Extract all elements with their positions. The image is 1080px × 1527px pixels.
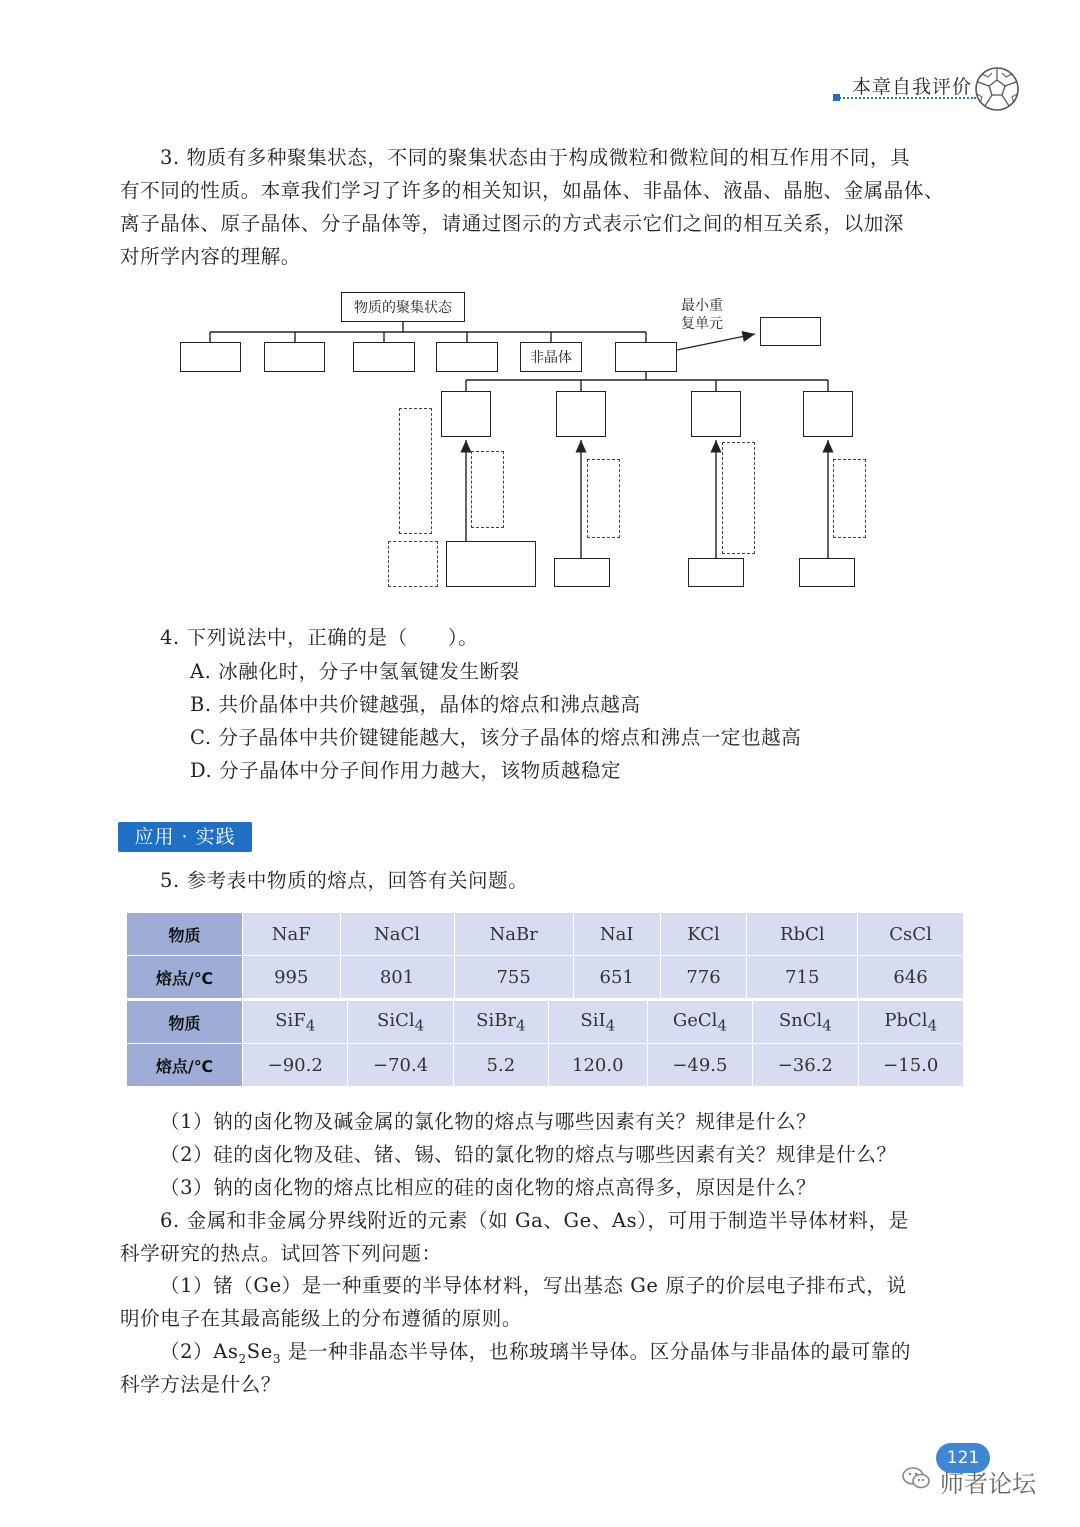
q5-subquestion-1: （1）钠的卤化物及碱金属的氯化物的熔点与哪些因素有关？规律是什么？ (160, 1110, 817, 1133)
section-banner: 应用 · 实践 (118, 822, 252, 852)
table1-mp: 801 (340, 956, 454, 999)
q3-line-2: 有不同的性质。本章我们学习了许多的相关知识，如晶体、非晶体、液晶、晶胞、金属晶体、 (120, 179, 945, 202)
state-blank-box-3 (353, 342, 415, 372)
q6-sub2-line-2: 科学方法是什么？ (120, 1373, 281, 1396)
q6-sub2-prefix: （2）As (160, 1340, 239, 1363)
table2-substance (753, 1001, 858, 1044)
dashed-box-4 (587, 459, 620, 538)
formula-base: GeCl (672, 1009, 718, 1031)
dashed-box-3 (471, 451, 504, 528)
annotation-line-1: 最小重 (681, 298, 723, 314)
table2-substance (858, 1001, 963, 1044)
crystal-type-box-2 (556, 391, 606, 437)
formula-base: SiI (580, 1009, 606, 1031)
table1-mp: 755 (454, 956, 573, 999)
table1-mp: 651 (573, 956, 660, 999)
table2-substance (243, 1001, 348, 1044)
table2-mp: −70.4 (348, 1044, 453, 1087)
table1-substance-header: 物质 (127, 913, 243, 956)
table1-substance: NaBr (454, 913, 573, 956)
watermark-text: 师者论坛 (940, 1470, 1036, 1498)
table2-mp: 5.2 (453, 1044, 548, 1087)
q3-line-3: 离子晶体、原子晶体、分子晶体等，请通过图示的方式表示它们之间的相互关系，以加深 (120, 212, 904, 235)
formula-base: SiBr (476, 1009, 517, 1031)
formula-subscript: 4 (516, 1016, 526, 1035)
formula-base: PbCl (884, 1009, 928, 1031)
table2-mp: −36.2 (753, 1044, 858, 1087)
table1-mp-row (127, 956, 964, 999)
q6-sub1-line-1: （1）锗（Ge）是一种重要的半导体材料，写出基态 Ge 原子的价层电子排布式，说 (160, 1274, 907, 1297)
dashed-box-6 (833, 459, 866, 538)
formula-base: SiF (275, 1009, 306, 1031)
table2-mp-header: 熔点/℃ (127, 1044, 243, 1087)
table2-substance (453, 1001, 548, 1044)
table2-substance (548, 1001, 647, 1044)
q5-subquestion-2: （2）硅的卤化物及硅、锗、锡、铅的氯化物的熔点与哪些因素有关？规律是什么？ (160, 1143, 897, 1166)
crystal-type-box-4 (803, 391, 853, 437)
formula-subscript: 3 (272, 1351, 282, 1366)
table2-substance-header: 物质 (127, 1001, 243, 1044)
table2-mp: 120.0 (548, 1044, 647, 1087)
particle-box-2 (554, 558, 610, 587)
root-state-box: 物质的聚集状态 (341, 292, 465, 322)
table1-substance-row (127, 913, 964, 956)
state-blank-box-1 (180, 342, 241, 372)
particle-box-3 (688, 558, 744, 587)
table2-mp: −15.0 (858, 1044, 963, 1087)
formula-subscript: 4 (822, 1016, 832, 1035)
table1-mp: 646 (858, 956, 964, 999)
noncrystal-box: 非晶体 (520, 342, 582, 372)
table1-mp: 715 (747, 956, 858, 999)
table1-substance: NaI (573, 913, 660, 956)
concept-map-connectors (0, 0, 1080, 600)
table2-substance (348, 1001, 453, 1044)
q6-sub1-line-2: 明价电子在其最高能级上的分布遵循的原则。 (120, 1307, 523, 1330)
q4-option-b: B. 共价晶体中共价键越强，晶体的熔点和沸点越高 (190, 693, 641, 716)
formula-subscript: 2 (238, 1351, 247, 1366)
q4-option-d: D. 分子晶体中分子间作用力越大，该物质越稳定 (190, 759, 622, 782)
formula-subscript: 4 (414, 1016, 425, 1035)
formula-base: SnCl (778, 1009, 823, 1031)
table2-mp: −90.2 (243, 1044, 348, 1087)
q3-line-4: 对所学内容的理解。 (120, 245, 301, 268)
melting-point-table-1 (126, 912, 964, 999)
page-number: 121 (936, 1443, 990, 1473)
formula-subscript: 4 (717, 1016, 727, 1035)
q6-sub2-rest: 是一种非晶态半导体，也称玻璃半导体。区分晶体与非晶体的最可靠的 (281, 1340, 912, 1363)
chapter-header-title: 本章自我评价 (852, 76, 973, 98)
formula-base: SiCl (377, 1009, 415, 1031)
formula-subscript: 4 (605, 1016, 616, 1035)
state-blank-box-2 (264, 342, 325, 372)
q6-line-2: 科学研究的热点。试回答下列问题： (120, 1242, 442, 1265)
wechat-icon (900, 1462, 932, 1494)
table2-mp-row (127, 1044, 964, 1087)
particle-box-4 (799, 558, 855, 587)
q4-option-a: A. 冰融化时，分子中氢氧键发生断裂 (190, 660, 520, 683)
table1-mp: 995 (243, 956, 341, 999)
crystal-blank-box (615, 342, 677, 372)
q4-stem: 4. 下列说法中，正确的是（ ）。 (160, 626, 479, 649)
dashed-box-1 (399, 408, 432, 534)
table1-substance: CsCl (858, 913, 964, 956)
table2-substance (647, 1001, 752, 1044)
table1-mp: 776 (660, 956, 747, 999)
q4-option-c: C. 分子晶体中共价键键能越大，该分子晶体的熔点和沸点一定也越高 (190, 726, 802, 749)
crystal-type-box-3 (691, 391, 741, 437)
unit-cell-blank-box (760, 317, 821, 346)
q5-stem: 5. 参考表中物质的熔点，回答有关问题。 (160, 869, 529, 892)
table1-substance: RbCl (747, 913, 858, 956)
melting-point-table-2 (126, 1000, 964, 1087)
table1-substance: NaF (243, 913, 341, 956)
formula-subscript: 4 (927, 1016, 938, 1035)
smallest-repeating-unit-annotation (681, 297, 723, 333)
formula-subscript: 4 (305, 1016, 316, 1035)
table2-mp: −49.5 (647, 1044, 752, 1087)
q5-subquestion-3: （3）钠的卤化物的熔点比相应的硅的卤化物的熔点高得多，原因是什么？ (160, 1176, 817, 1199)
q6-line-1: 6. 金属和非金属分界线附近的元素（如 Ga、Ge、As），可用于制造半导体材料，是 (160, 1209, 909, 1232)
state-blank-box-4 (436, 342, 498, 372)
table2-substance-row (127, 1001, 964, 1044)
dashed-box-2 (388, 541, 438, 587)
q6-sub2-mid: Se (246, 1340, 273, 1363)
particle-box-1 (446, 541, 536, 587)
dashed-box-5 (722, 442, 755, 554)
table1-mp-header: 熔点/℃ (127, 956, 243, 999)
table1-substance: KCl (660, 913, 747, 956)
q3-line-1: 3. 物质有多种聚集状态，不同的聚集状态由于构成微粒和微粒间的相互作用不同，具 (160, 146, 911, 169)
annotation-line-2: 复单元 (681, 316, 723, 332)
crystal-type-box-1 (441, 391, 491, 437)
table1-substance: NaCl (340, 913, 454, 956)
